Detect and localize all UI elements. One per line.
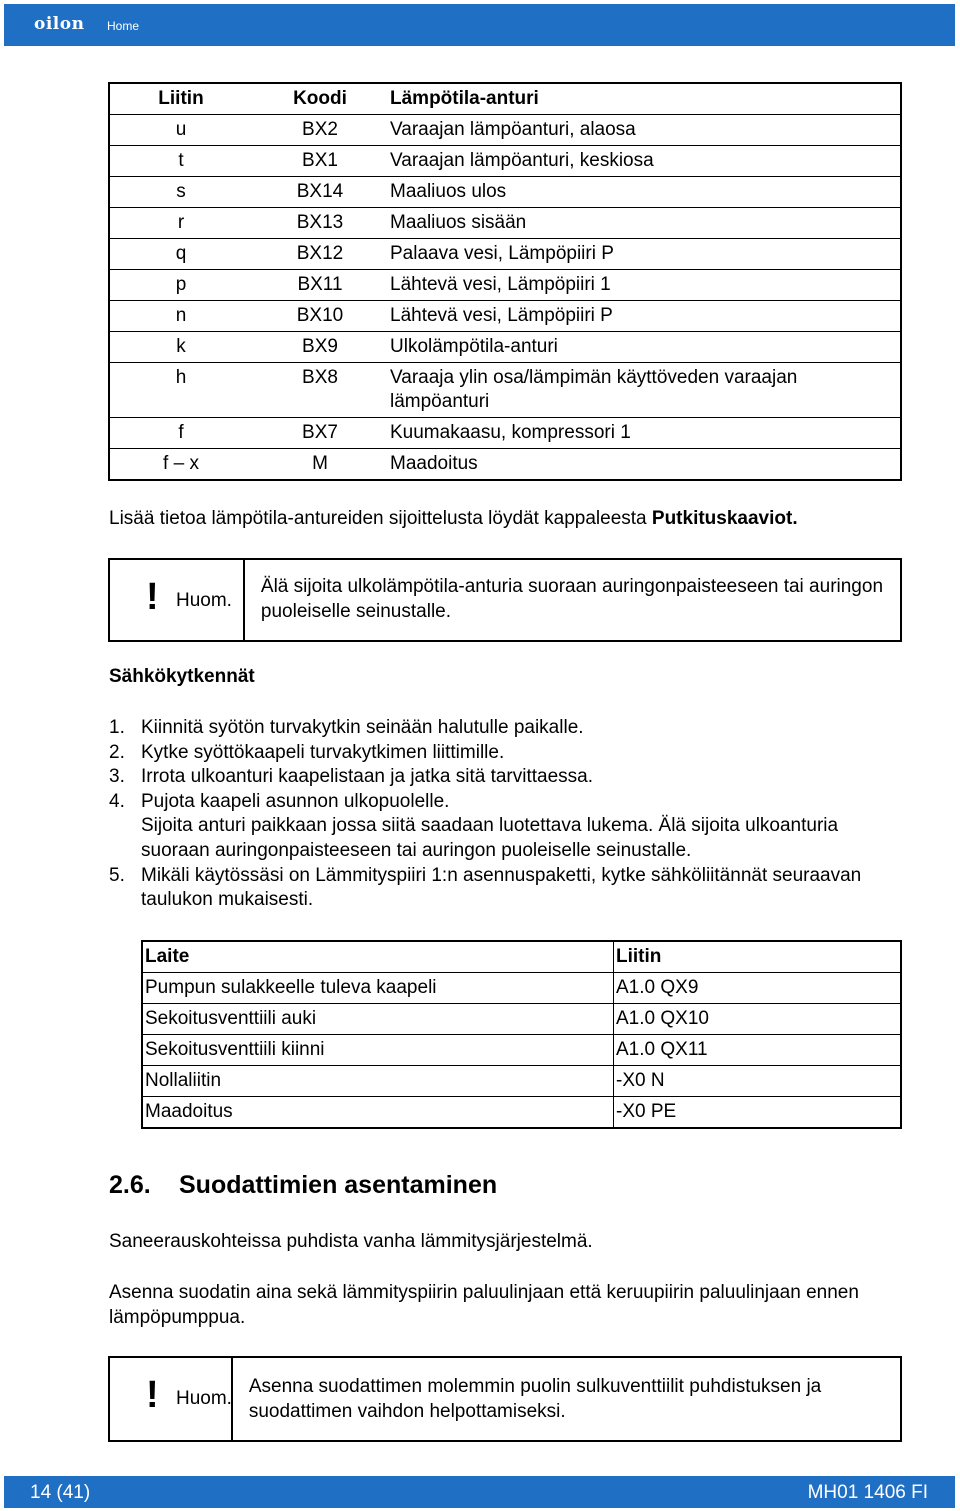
note-text: Asenna suodattimen molemmin puolin sulkuventtiilit puhdistuksen ja suodattimen vaihdon helpottamiseksi.: [248, 1376, 822, 1422]
cell: BX2: [252, 115, 388, 146]
cell: A1.0 QX9: [614, 973, 902, 1004]
list-item: [109, 790, 909, 815]
note-label: Huom.: [176, 590, 232, 611]
table-row: [109, 208, 901, 239]
section-number: 2.6.: [109, 1171, 151, 1199]
cell: BX13: [252, 208, 388, 239]
cell: Varaaja ylin osa/lämpimän käyttöveden varaajan lämpöanturi: [388, 363, 901, 418]
step-text: Kytke syöttökaapeli turvakytkimen liittimille.: [141, 741, 505, 763]
cell: BX10: [252, 301, 388, 332]
cell: f – x: [109, 449, 252, 481]
table-row: [109, 449, 901, 481]
cell: Lähtevä vesi, Lämpöpiiri 1: [388, 270, 901, 301]
cell: A1.0 QX11: [614, 1035, 902, 1066]
page-number: 14 (41): [30, 1482, 91, 1503]
table-row: [109, 115, 901, 146]
step-text: Mikäli käytössäsi on Lämmityspiiri 1:n asennuspaketti, kytke sähköliitännät seuraavan taulukon mukaisesti.: [141, 864, 862, 911]
table-row: [142, 1035, 901, 1066]
section-heading: [109, 1171, 497, 1200]
cell: -X0 PE: [614, 1097, 902, 1129]
step-number: 3.: [109, 766, 125, 788]
section-heading-title: Suodattimien asentaminen: [179, 1171, 498, 1199]
cell: Sekoitusventtiili kiinni: [142, 1035, 614, 1066]
list-item: [109, 765, 909, 790]
table-row: [109, 418, 901, 449]
column-header: Koodi: [293, 88, 347, 109]
cell: BX8: [252, 363, 388, 418]
home-link[interactable]: Home: [107, 19, 140, 33]
step-number: 5.: [109, 864, 125, 886]
step-number: 4.: [109, 790, 125, 812]
cell: BX11: [252, 270, 388, 301]
cell: Varaajan lämpöanturi, keskiosa: [388, 146, 901, 177]
table-row: [109, 270, 901, 301]
cell: s: [109, 177, 252, 208]
column-header: Lämpötila-anturi: [390, 88, 539, 109]
cell: k: [109, 332, 252, 363]
paragraph: Saneerauskohteissa puhdista vanha lämmitysjärjestelmä.: [109, 1231, 593, 1252]
cell: Maadoitus: [142, 1097, 614, 1129]
cell: f: [109, 418, 252, 449]
cell: -X0 N: [614, 1066, 902, 1097]
note-text: Älä sijoita ulkolämpötila-anturia suoraan auringonpaisteeseen tai auringon puoleiselle seinustalle.: [260, 576, 884, 622]
table-row: [109, 363, 901, 418]
table-row: [142, 1097, 901, 1129]
table-row: [109, 239, 901, 270]
header-bar: [4, 4, 955, 46]
sensor-table: [108, 82, 902, 481]
cell: BX12: [252, 239, 388, 270]
table-row: [109, 177, 901, 208]
info-text: Lisää tietoa lämpötila-antureiden sijoittelusta löydät kappaleesta: [109, 508, 652, 529]
cell: q: [109, 239, 252, 270]
exclamation-icon: !: [146, 576, 159, 618]
cell: Kuumakaasu, kompressori 1: [388, 418, 901, 449]
document-code: MH01 1406 FI: [807, 1482, 928, 1503]
cell: Ulkolämpötila-anturi: [388, 332, 901, 363]
cell: p: [109, 270, 252, 301]
oilon-logo[interactable]: oilon: [34, 14, 85, 34]
cell: h: [109, 363, 252, 418]
cell: Pumpun sulakkeelle tuleva kaapeli: [142, 973, 614, 1004]
cell: A1.0 QX10: [614, 1004, 902, 1035]
list-item: [109, 741, 909, 766]
cell: BX7: [252, 418, 388, 449]
cell: Maaliuos ulos: [388, 177, 901, 208]
note-label: Huom.: [176, 1388, 232, 1409]
cell: BX9: [252, 332, 388, 363]
section-title: Sähkökytkennät: [109, 666, 255, 687]
note-label-cell: [110, 560, 245, 640]
paragraph: Asenna suodatin aina sekä lämmityspiirin paluulinjaan että keruupiirin paluulinjaan ennen lämpöpumppua.: [109, 1282, 859, 1328]
info-paragraph: [109, 506, 798, 531]
step-number: 1.: [109, 717, 125, 738]
note-box: [108, 1356, 902, 1442]
table-row: [142, 1004, 901, 1035]
cell: Sekoitusventtiili auki: [142, 1004, 614, 1035]
cell: Nollaliitin: [142, 1066, 614, 1097]
cell: BX14: [252, 177, 388, 208]
cell: BX1: [252, 146, 388, 177]
device-table: [141, 940, 902, 1129]
step-text: Kiinnitä syötön turvakytkin seinään halutulle paikalle.: [141, 717, 584, 738]
table-row: [142, 973, 901, 1004]
cell: r: [109, 208, 252, 239]
cell: Maaliuos sisään: [388, 208, 901, 239]
note-label-cell: [110, 1358, 233, 1440]
cell: Palaava vesi, Lämpöpiiri P: [388, 239, 901, 270]
step-text: Irrota ulkoanturi kaapelistaan ja jatka sitä tarvittaessa.: [141, 766, 594, 788]
table-row: [109, 146, 901, 177]
table-header-row: [142, 941, 901, 973]
column-header: Liitin: [158, 88, 204, 109]
list-item: [109, 864, 909, 913]
list-item: [109, 814, 909, 863]
note-box: [108, 558, 902, 642]
cell: M: [252, 449, 388, 481]
cell: n: [109, 301, 252, 332]
step-text: Sijoita anturi paikkaan jossa siitä saadaan luotettava lukema. Älä sijoita ulkoanturia suoraan auringonpaisteeseen tai auringon puoleiselle seinustalle.: [141, 815, 839, 861]
column-header: Liitin: [614, 941, 902, 973]
putkituskaaviot-link[interactable]: Putkituskaaviot.: [651, 508, 798, 529]
footer-bar: [4, 1476, 955, 1508]
cell: t: [109, 146, 252, 177]
cell: u: [109, 115, 252, 146]
list-item: [109, 716, 909, 741]
cell: Varaajan lämpöanturi, alaosa: [388, 115, 901, 146]
column-header: Laite: [142, 941, 614, 973]
cell: Lähtevä vesi, Lämpöpiiri P: [388, 301, 901, 332]
step-number: 2.: [109, 741, 125, 763]
exclamation-icon: !: [146, 1374, 159, 1416]
table-row: [142, 1066, 901, 1097]
step-text: Pujota kaapeli asunnon ulkopuolelle.: [141, 790, 450, 812]
table-row: [109, 332, 901, 363]
steps-list: [109, 716, 909, 913]
table-row: [109, 301, 901, 332]
table-header-row: [109, 83, 901, 115]
cell: Maadoitus: [388, 449, 901, 481]
